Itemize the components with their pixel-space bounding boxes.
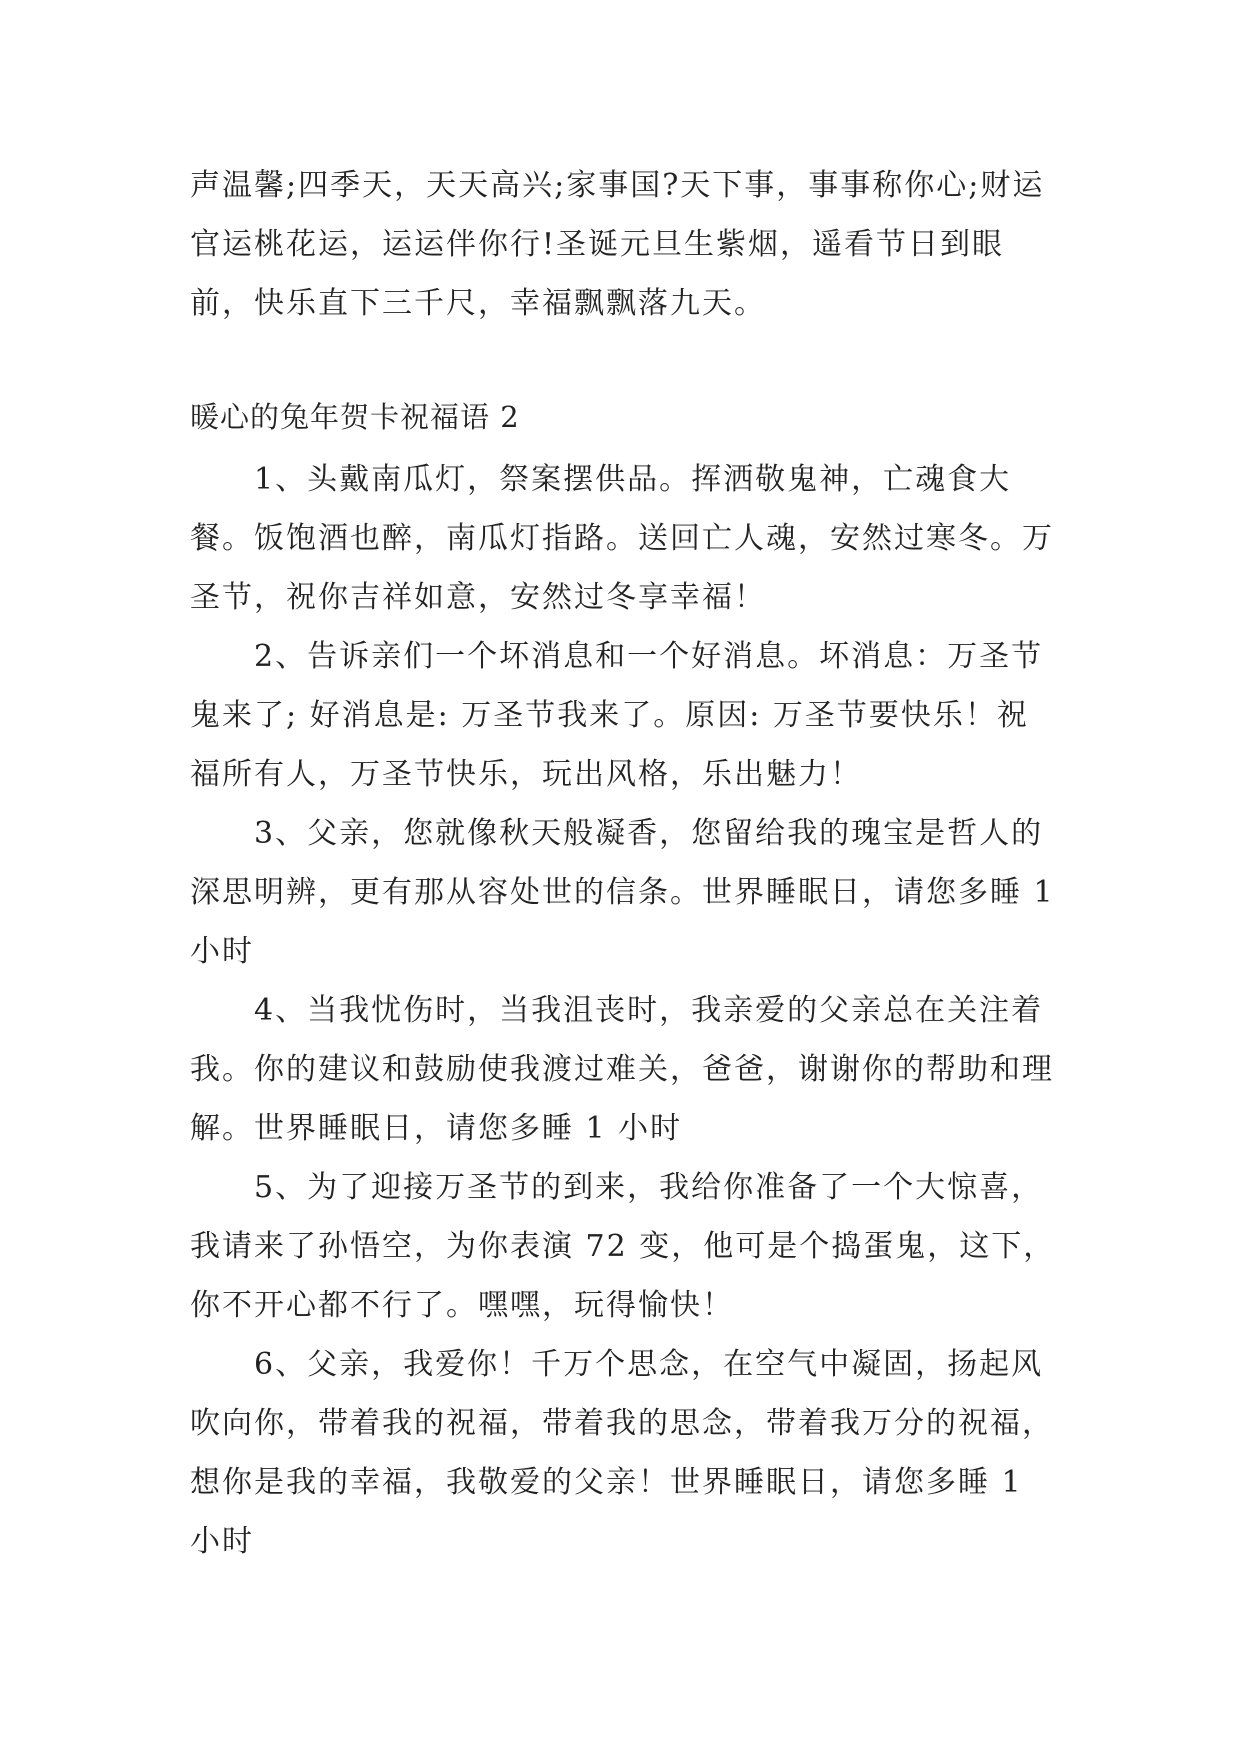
list-item: 1、头戴南瓜灯，祭案摆供品。挥洒敬鬼神，亡魂食大餐。饭饱酒也醉，南瓜灯指路。送回亡人魂，安然过寒冬。万圣节，祝你吉祥如意，安然过冬享幸福！ (190, 462, 1054, 615)
continued-paragraph: 声温馨;四季天，天天高兴;家事国?天下事，事事称你心;财运官运桃花运，运运伴你行!圣诞元旦生紫烟，遥看节日到眼前，快乐直下三千尺，幸福飘飘落九天。 (190, 168, 1045, 321)
section-title: 暖心的兔年贺卡祝福语 2 (190, 400, 520, 434)
list-item: 3、父亲，您就像秋天般凝香，您留给我的瑰宝是哲人的深思明辨，更有那从容处世的信条。世界睡眠日，请您多睡 1 小时 (190, 816, 1055, 969)
blessing-list (190, 450, 1060, 1571)
list-item: 4、当我忧伤时，当我沮丧时，我亲爱的父亲总在关注着我。你的建议和鼓励使我渡过难关，爸爸，谢谢你的帮助和理解。世界睡眠日，请您多睡 1 小时 (190, 993, 1054, 1146)
list-item: 5、为了迎接万圣节的到来，我给你准备了一个大惊喜，我请来了孙悟空，为你表演 72 变，他可是个捣蛋鬼，这下，你不开心都不行了。嘿嘿，玩得愉快！ (190, 1170, 1056, 1323)
list-item: 2、告诉亲们一个坏消息和一个好消息。坏消息：万圣节鬼来了; 好消息是: 万圣节我来了。原因: 万圣节要快乐！祝福所有人，万圣节快乐，玩出风格，乐出魅力！ (190, 639, 1044, 792)
list-item: 6、父亲，我爱你！千万个思念，在空气中凝固，扬起风吹向你，带着我的祝福，带着我的思念，带着我万分的祝福，想你是我的幸福，我敬爱的父亲！世界睡眠日，请您多睡 1 小时 (190, 1347, 1054, 1559)
